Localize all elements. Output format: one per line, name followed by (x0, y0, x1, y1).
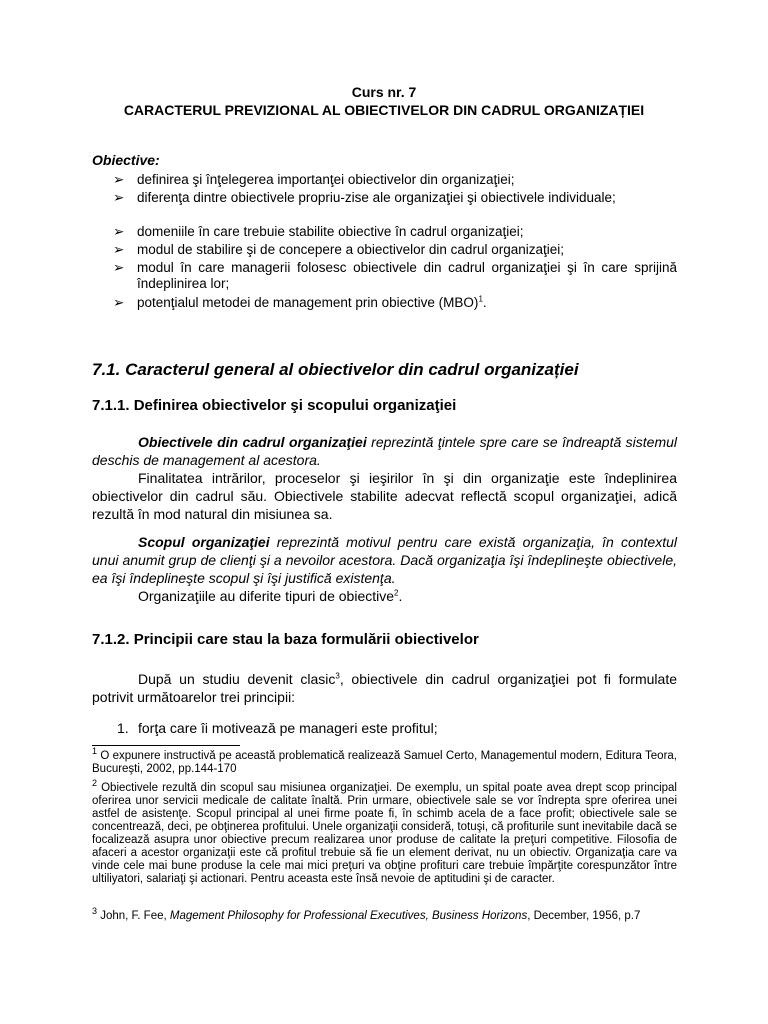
objective-item: modul de stabilire şi de concepere a obiectivelor din cadrul organizaţiei; (137, 242, 564, 257)
footnote-ref[interactable]: 1 (478, 294, 483, 304)
subsection-heading: 7.1.1. Definirea obiectivelor şi scopului organizaţiei (92, 397, 457, 414)
footnote-3: $^3$ John, F. Fee, Magement Philosophy for Professional Executives, Business Horizons, December, 1956, p.7 (92, 906, 641, 922)
footnote-2: $^2$ Obiectivele rezultă din scopul sau misiunea organizaţiei. De exemplu, un spital poate avea drept scop principal oferirea unor servicii medicale de calitate înaltă. Prin urmare, obiectivele sale se vor îndrepta spre oferirea unei astfel de asistenţe. Scopul principal al unei firme poate fi, în schimb acela de a face profit; obiectivele sale se concentrează, deci, pe obţinerea profitului. Unele organizaţii consideră, totuşi, că profiturile sunt inevitabile dacă se focalizează asupra unor obiective precum realizarea unor produse de calitate la preţuri competitive. Filosofia de afaceri a acestor organizaţii este că profitul trebuie să fie un element derivat, nu un obiectiv. Organizaţia care va vinde cele mai bune produse la cele mai mici preţuri va obţine profituri care trebuie împărţite corespunzător între ultiliyatori, salariaţi şi actionari. Pentru aceasta este însă nevoie de aptitudini şi de caracter. (92, 778, 677, 885)
footnote-1: $^1$ O expunere instructivă pe această problematică realizează Samuel Certo, Managementul modern, Editura Teora, Bucureşti, 2002, pp.144-170 (92, 746, 677, 775)
bullet-icon: ➢ (113, 242, 125, 257)
bullet-icon: ➢ (113, 172, 125, 187)
course-number: Curs nr. 7 (351, 84, 417, 100)
footnote-separator (92, 745, 240, 746)
footnote-ref[interactable]: 3 (335, 671, 340, 681)
objective-item: modul în care managerii folosesc obiectivele din cadrul organizaţiei şi în care sprijină îndeplinirea lor; (137, 260, 677, 291)
objective-item: domeniile în care trebuie stabilite obiective în cadrul organizaţiei; (137, 224, 524, 239)
bullet-icon: ➢ (113, 295, 125, 310)
subsection-heading: 7.1.2. Principii care stau la baza formulării obiectivelor (92, 631, 479, 648)
paragraph-scope-definition: Scopul organizaţiei reprezintă motivul pentru care există organizaţia, în contextul unui anumit grup de clienţi şi a nevoilor acestora. Dacă organizaţia îşi îndeplineşte obiectivele, ea îşi îndeplineşte scopul şi îşi justifică existenţa. Organizaţiile au diferite tipuri de obiective$^2$. (92, 534, 678, 604)
paragraph-principles: După un studiu devenit clasic$^3$, obiectivele din cadrul organizaţiei pot fi formulate potrivit următoarelor trei principii: (92, 671, 677, 705)
objective-item: diferenţa dintre obiectivele propriu-zise ale organizaţiei şi obiectivele individuale; (137, 190, 616, 205)
paragraph-objectives-definition: Obiectivele din cadrul organizaţiei reprezintă ţintele spre care se îndreaptă sistemul deschis de management al acestora. Finalitatea intrărilor, proceselor şi ieşirilor în şi din organizaţie este îndeplinirea obiectivelor din cadrul său. Obiectivele stabilite adecvat reflectă scopul organizaţiei, adică rezultă în mod natural din misiunea sa. (92, 434, 678, 522)
bullet-icon: ➢ (113, 260, 125, 275)
objectives-label: Obiective: (92, 152, 160, 168)
footnote-ref[interactable]: 2 (394, 588, 399, 598)
bullet-icon: ➢ (113, 190, 125, 205)
bullet-icon: ➢ (113, 224, 125, 239)
objective-item: definirea şi înţelegerea importanţei obiectivelor din organizaţiei; (137, 172, 515, 187)
course-title: CARACTERUL PREVIZIONAL AL OBIECTIVELOR DIN CADRUL ORGANIZAȚIEI (123, 102, 645, 118)
list-number: 1. (117, 720, 129, 736)
section-heading: 7.1. Caracterul general al obiectivelor din cadrul organizației (92, 360, 579, 379)
principle-item: forţa care îi motivează pe manageri este profitul; (138, 720, 438, 736)
objective-item: potenţialul metodei de management prin obiective (MBO)$^1$. (137, 294, 487, 310)
